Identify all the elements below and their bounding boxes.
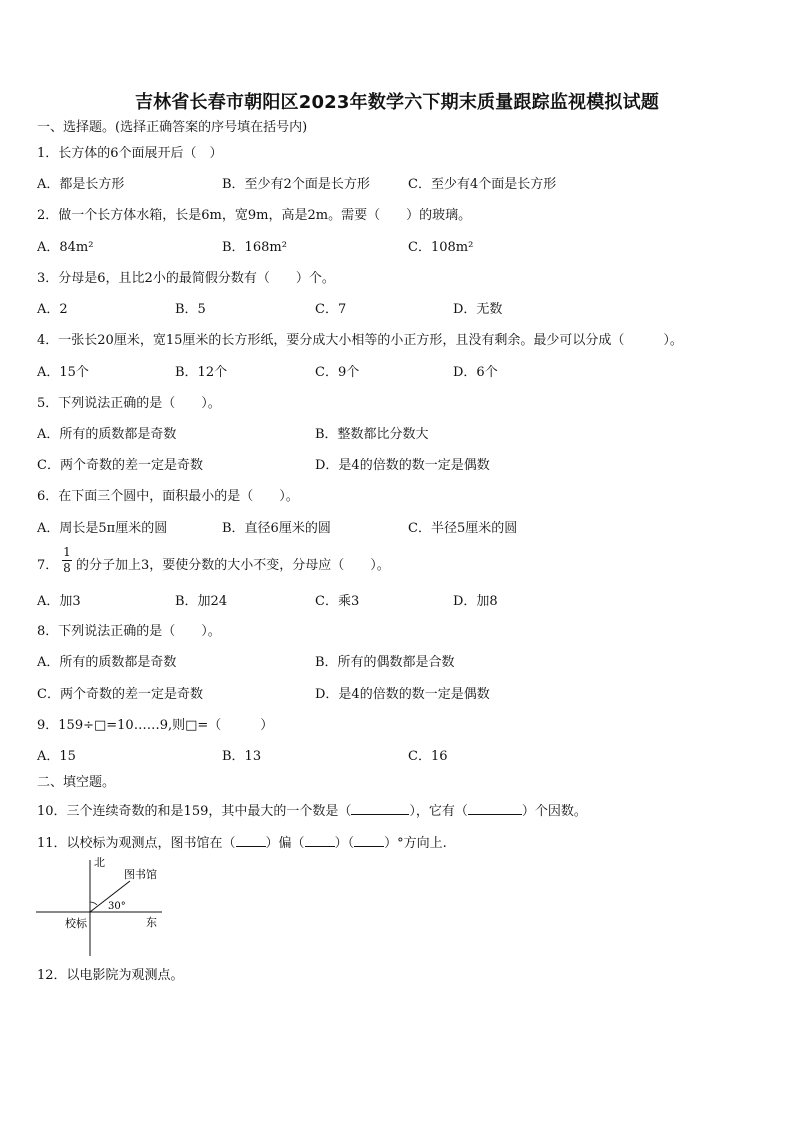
q4-option-b: B．12个 <box>175 365 228 380</box>
question-8: 8．下列说法正确的是（ ）。 <box>37 624 221 639</box>
q7-option-c: C．乘3 <box>315 594 360 609</box>
q7-option-a: A．加3 <box>37 594 81 609</box>
direction-diagram <box>36 854 176 964</box>
question-6: 6．在下面三个圆中，面积最小的是（ ）。 <box>37 489 299 504</box>
section-heading-choice: 一、选择题。(选择正确答案的序号填在括号内) <box>37 120 308 135</box>
question-3: 3．分母是6，且比2小的最简假分数有（ ）个。 <box>37 271 335 286</box>
angle-arc <box>90 902 97 905</box>
page-title: 吉林省长春市朝阳区2023年数学六下期末质量跟踪监视模拟试题 <box>134 92 660 113</box>
q6-option-b: B．直径6厘米的圆 <box>222 521 331 536</box>
q8-option-c: C．两个奇数的差一定是奇数 <box>37 687 203 702</box>
question-5: 5．下列说法正确的是（ ）。 <box>37 396 221 411</box>
fraction-numerator: 1 <box>63 545 71 559</box>
q5-option-b: B．整数都比分数大 <box>315 427 429 442</box>
q4-option-a: A．15个 <box>37 365 89 380</box>
q9-option-b: B．13 <box>222 749 262 764</box>
q5-option-d: D．是4的倍数的数一定是偶数 <box>315 458 490 473</box>
q10-text-3: ）个因数。 <box>521 804 587 819</box>
q11-blank-2[interactable] <box>305 833 335 847</box>
q1-option-b: B．至少有2个面是长方形 <box>222 177 370 192</box>
q7-option-b: B．加24 <box>175 594 228 609</box>
question-4: 4．一张长20厘米，宽15厘米的长方形纸，要分成大小相等的小正方形，且没有剩余。最少可以分成（ ）。 <box>37 333 683 348</box>
question-9: 9．159÷□=10……9,则□=（ ） <box>37 718 274 733</box>
q10-text-1: 10．三个连续奇数的和是159，其中最大的一个数是（ <box>37 804 352 819</box>
q7-option-d: D．加8 <box>453 594 498 609</box>
question-7-number: 7． <box>37 558 59 573</box>
origin-label: 校标 <box>65 917 87 930</box>
q3-option-d: D．无数 <box>453 302 503 317</box>
q4-option-d: D．6个 <box>453 365 498 380</box>
q10-blank-1[interactable] <box>351 801 409 815</box>
q6-option-c: C．半径5厘米的圆 <box>408 521 518 536</box>
q8-option-d: D．是4的倍数的数一定是偶数 <box>315 687 490 702</box>
q5-option-a: A．所有的质数都是奇数 <box>37 427 177 442</box>
north-label: 北 <box>94 856 105 869</box>
q11-text-4: ）°方向上. <box>384 836 447 851</box>
angle-label: 30° <box>108 901 126 912</box>
q6-option-a: A．周长是5π厘米的圆 <box>37 521 168 536</box>
q2-option-b: B．168m² <box>222 240 287 255</box>
target-label: 图书馆 <box>124 868 157 881</box>
q10-text-2: ），它有（ <box>409 804 468 819</box>
q1-option-c: C．至少有4个面是长方形 <box>408 177 557 192</box>
q5-option-c: C．两个奇数的差一定是奇数 <box>37 458 203 473</box>
q11-text-1: 11．以校标为观测点，图书馆在（ <box>37 836 236 851</box>
question-12: 12．以电影院为观测点。 <box>37 968 184 983</box>
q2-option-a: A．84m² <box>37 240 94 255</box>
q11-blank-3[interactable] <box>354 833 384 847</box>
q9-option-a: A．15 <box>37 749 76 764</box>
q3-option-c: C．7 <box>315 302 347 317</box>
fraction-denominator: 8 <box>63 561 71 575</box>
q9-option-c: C．16 <box>408 749 448 764</box>
question-1: 1．长方体的6个面展开后（ ） <box>37 146 223 161</box>
q11-blank-1[interactable] <box>236 833 266 847</box>
q8-option-b: B．所有的偶数都是合数 <box>315 655 455 670</box>
q3-option-b: B．5 <box>175 302 206 317</box>
question-7: 的分子加上3，要使分数的大小不变，分母应（ ）。 <box>76 558 390 573</box>
q4-option-c: C．9个 <box>315 365 360 380</box>
q8-option-a: A．所有的质数都是奇数 <box>37 655 177 670</box>
q11-text-3: ）（ <box>334 836 355 851</box>
east-label: 东 <box>146 916 157 929</box>
fraction-one-eighth <box>62 546 72 575</box>
question-2: 2．做一个长方体水箱，长是6m，宽9m，高是2m。需要（ ）的玻璃。 <box>37 208 472 223</box>
q2-option-c: C．108m² <box>408 240 474 255</box>
q3-option-a: A．2 <box>37 302 68 317</box>
q1-option-a: A．都是长方形 <box>37 177 125 192</box>
q11-text-2: ）偏（ <box>265 836 305 851</box>
section-heading-fill: 二、填空题。 <box>37 775 116 790</box>
question-11 <box>37 833 447 852</box>
q10-blank-2[interactable] <box>468 801 522 815</box>
question-10 <box>37 801 587 820</box>
